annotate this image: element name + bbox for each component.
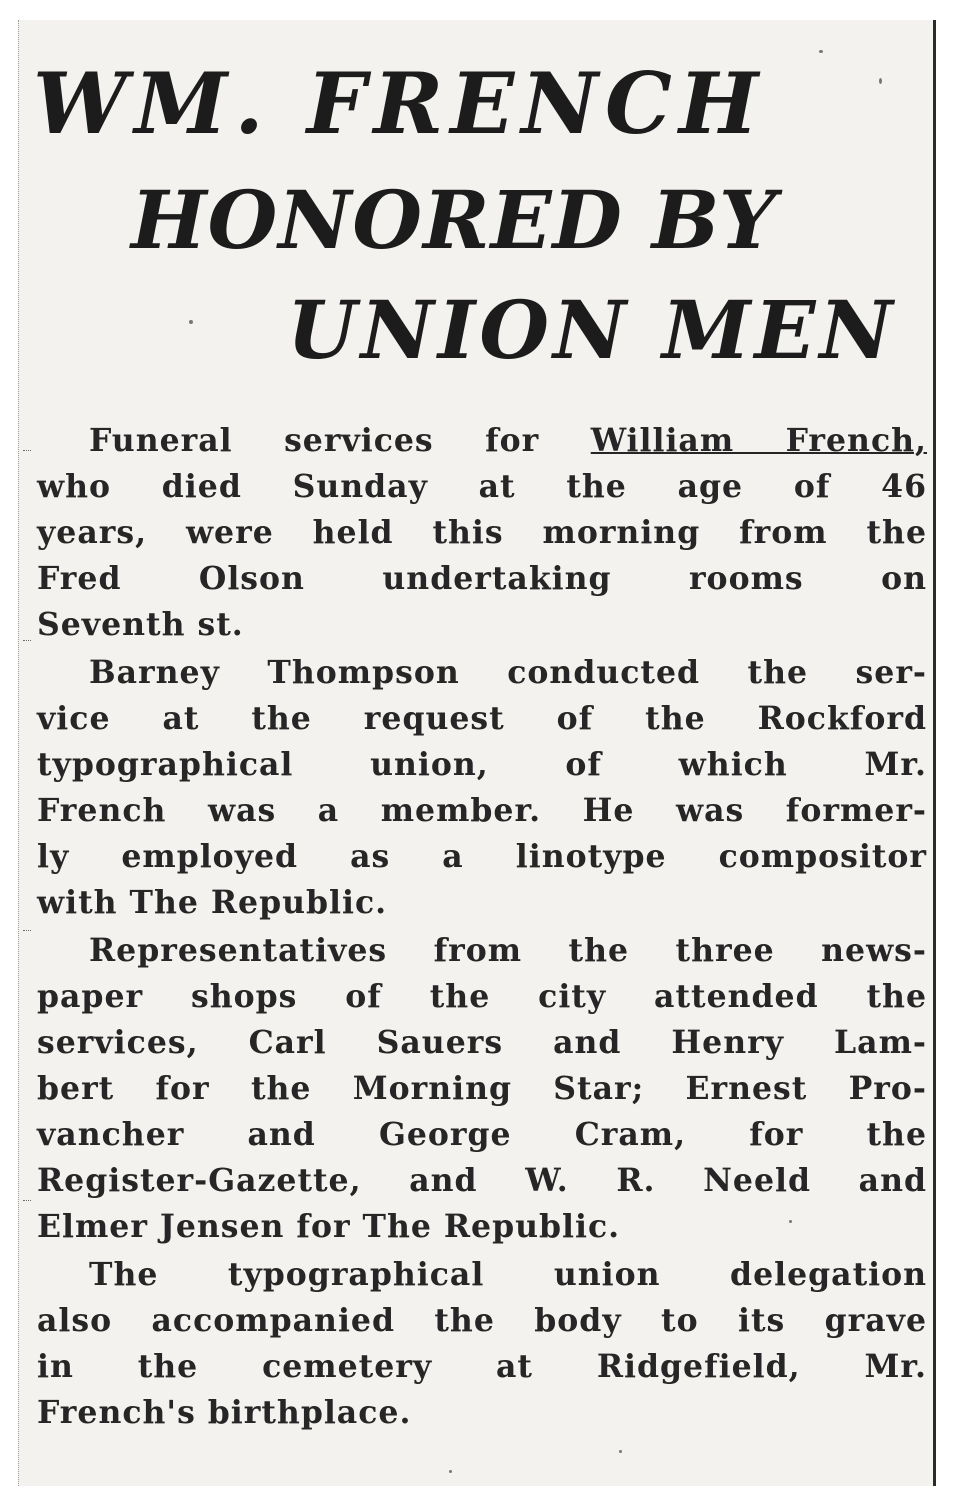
text-segment: Funeral services for (89, 422, 591, 459)
text-line: Fred Olson undertaking rooms on (37, 560, 927, 597)
text-line: typographical union, of which Mr. (37, 746, 927, 783)
text-line: who died Sunday at the age of 46 (37, 468, 927, 505)
ink-speck (879, 78, 882, 84)
newspaper-clipping (18, 20, 936, 1486)
headline-line-3: UNION MEN (287, 283, 897, 377)
edge-mark (23, 640, 31, 647)
text-line: services, Carl Sauers and Henry Lam- (37, 1024, 927, 1061)
edge-mark (23, 1200, 31, 1207)
paragraph-4 (37, 1252, 927, 1436)
article-body (37, 418, 927, 1438)
text-line: vancher and George Cram, for the (37, 1116, 927, 1153)
paragraph-3 (37, 928, 927, 1250)
person-name: William French, (590, 422, 928, 459)
text-line: Representatives from the three news- (89, 932, 927, 969)
ink-speck (619, 1450, 622, 1453)
text-line: years, were held this morning from the (37, 514, 927, 551)
edge-mark (23, 930, 31, 937)
text-line: bert for the Morning Star; Ernest Pro- (37, 1070, 927, 1107)
headline-line-1: WM. FRENCH (33, 54, 766, 153)
ink-speck (449, 1470, 452, 1473)
text-line: French was a member. He was former- (37, 792, 927, 829)
text-line: with The Republic. (37, 884, 388, 921)
text-line: Seventh st. (37, 606, 244, 643)
text-line: Register-Gazette, and W. R. Neeld and (37, 1162, 927, 1199)
text-line: ly employed as a linotype compositor (37, 838, 927, 875)
text-line (37, 418, 927, 464)
text-line: also accompanied the body to its grave (37, 1302, 927, 1339)
text-line: paper shops of the city attended the (37, 978, 927, 1015)
paragraph-2 (37, 650, 927, 926)
ink-speck (819, 50, 823, 53)
paragraph-1 (37, 418, 927, 648)
edge-mark (23, 450, 31, 457)
ink-speck (189, 320, 193, 324)
text-line: The typographical union delegation (89, 1256, 927, 1293)
text-line: Barney Thompson conducted the ser- (89, 654, 927, 691)
text-line: vice at the request of the Rockford (37, 700, 927, 737)
text-line: in the cemetery at Ridgefield, Mr. (37, 1348, 927, 1385)
text-line: Elmer Jensen for The Republic. (37, 1208, 621, 1245)
headline-line-2: HONORED BY (131, 173, 778, 267)
text-line: French's birthplace. (37, 1394, 412, 1431)
